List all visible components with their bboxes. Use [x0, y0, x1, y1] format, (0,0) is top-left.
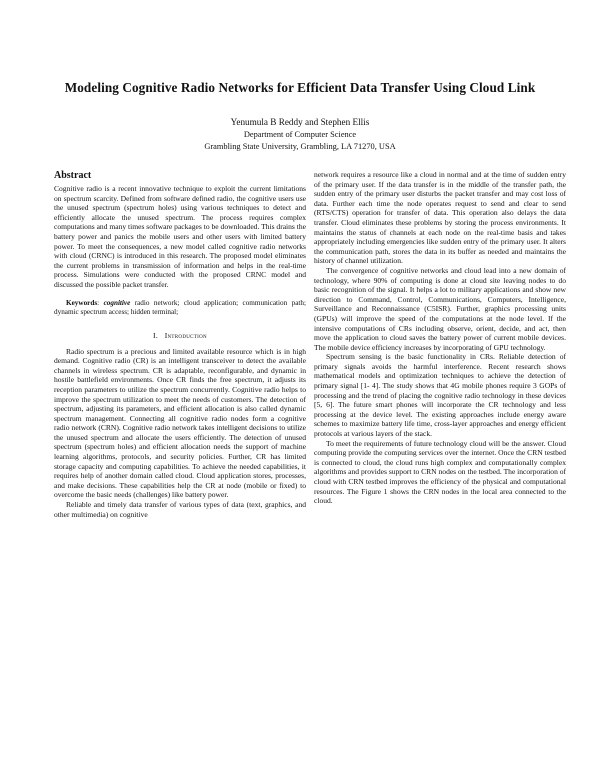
- abstract-heading: Abstract: [54, 170, 92, 181]
- author-department: Department of Computer Science: [243, 130, 357, 139]
- keywords-first: cognitive: [103, 298, 131, 307]
- right-column: [314, 170, 566, 506]
- keywords: Keywords: cognitive radio network; cloud application; communication path; dynamic spectrum access; hidden terminal;: [54, 298, 306, 316]
- section-heading: [54, 331, 306, 341]
- right-paragraph-1: network requires a resource like a cloud in normal and at the time of sudden entry of the primary user. If the data transfer is in the middle of the transfer path, the sudden entry of the primary user disturbs the packet transfer and may cost loss of data. Further each time the node operates request to send and clear to send (RTS/CTS) operation for transfer of data. This operation also delays the data transfer. Cloud eliminates these problems by storing the process environments. It maintains the status of channels at each node on the real-time basis and takes appropriately including emergencies like sudden entry of the primary user. It alters the communication path, stores the data in its buffer as needed and maintains the history of channel utilization.: [314, 170, 566, 266]
- right-paragraph-4: To meet the requirements of future technology cloud will be the answer. Cloud computing provide the computing services over the internet. Once the CRN testbed is connected to cloud, the cloud runs high complex and computationally complex algorithms and provides support to CRN nodes on the testbed. The incorporation of cloud with CRN testbed improves the efficiency of the physical and computational resources. The Figure 1 shows the CRN nodes in the local area connected to the cloud.: [314, 438, 567, 506]
- intro-paragraph-1: Radio spectrum is a precious and limited available resource which is in high demand. Cognitive radio (CR) is an intelligent transceiver to detect the available channels in wireless spectrum. CR is adaptable, reconfigurable, and dynamic in hostile battlefield environments. Once CR finds the free spectrum, it adjusts its reception parameters to utilize the spectrum concurrently. Cognitive radio helps to improve the spectrum utilization to meet the needs of customers. The detection of spectrum, adjusting its parameters, and efficient allocation is also called dynamic spectrum management. Connecting all cognitive radio nodes form a cognitive radio network (CRN). Cognitive radio network takes intelligent decisions to utilize the unused spectrum and allocate the users efficiently. The detection of unused spectrum (spectrum holes) and efficient allocation needs the support of machine learning algorithms, protocols, and security policies. Further, CR has limited storage capacity and computing capabilities. To achieve the needed capabilities, it requires help of another domain called cloud. Cloud application stores, processes, and make decisions. These capabilities help the CR at node (mobile or fixed) to overcome the basic needs (challenges) like battery power.: [54, 346, 306, 500]
- section-number: I.: [153, 330, 159, 340]
- right-paragraph-2: The convergence of cognitive networks and cloud lead into a new domain of technology, where 90% of computing is done at cloud site leaving nodes to do basic recognition of the signal. It helps a lot to military applications and show new direction to Command, Control, Communications, Computers, Intelligence, Surveillance and Reconnaissance (C5ISR). Further, graphics processing units (GPUs) will improve the speed of the computations at the node level. If the intensive computations of CRs including observe, orient, decide, and act, then move the application to cloud saves the battery power of current mobile devices. The mobile device efficiency increases by incorporating of GPU technology.: [314, 265, 566, 352]
- author-affiliation: Grambling State University, Grambling, LA 71270, USA: [204, 142, 396, 151]
- keywords-rest: radio network; cloud application; communication path; dynamic spectrum access; hidden terminal;: [54, 298, 306, 316]
- intro-paragraph-2: Reliable and timely data transfer of various types of data (text, graphics, and other multimedia) on cognitive: [54, 500, 306, 519]
- right-paragraph-3: Spectrum sensing is the basic functionality in CRs. Reliable detection of primary signals avoids the harmful interference. Recent research shows mathematical models and optimization techniques to achieve the detection of primary signal [1- 4]. The study shows that 4G mobile phones require 3 GOPs of processing and the trend of placing the cognitive radio technology in these devices [5, 6]. The future smart phones will incorporate the CR technology and less processing at the device level. The existing approaches include energy aware schemes to maximize battery life time, cross-layer approaches and energy efficient protocols at various layers of the stack.: [314, 352, 566, 439]
- section-title: Introduction: [164, 330, 207, 340]
- abstract-text: Cognitive radio is a recent innovative technique to exploit the current limitations on spectrum scarcity. Defined from software defined radio, the cognitive users use the unused spectrum (spectrum holes) using various techniques to detect and efficiently allocate the unused spectrum. The process requires complex computations and many times software packages to be downloaded. This drains the battery power and panics the mobile users and other users with limited battery power. To meet the consequences, a new model called cognitive radio networks with cloud (CRNC) is introduced in this research. The proposed model eliminates the current problems in transmission of information and helps in the real-time process. Simulations were conducted with the proposed CRNC model and discussed the possible packet transfer.: [54, 184, 306, 289]
- keywords-label: Keywords: [66, 298, 98, 307]
- left-column: [54, 170, 306, 519]
- paper-title: Modeling Cognitive Radio Networks for Efficient Data Transfer Using Cloud Link: [64, 80, 536, 95]
- author-names: Yenumula B Reddy and Stephen Ellis: [230, 117, 370, 127]
